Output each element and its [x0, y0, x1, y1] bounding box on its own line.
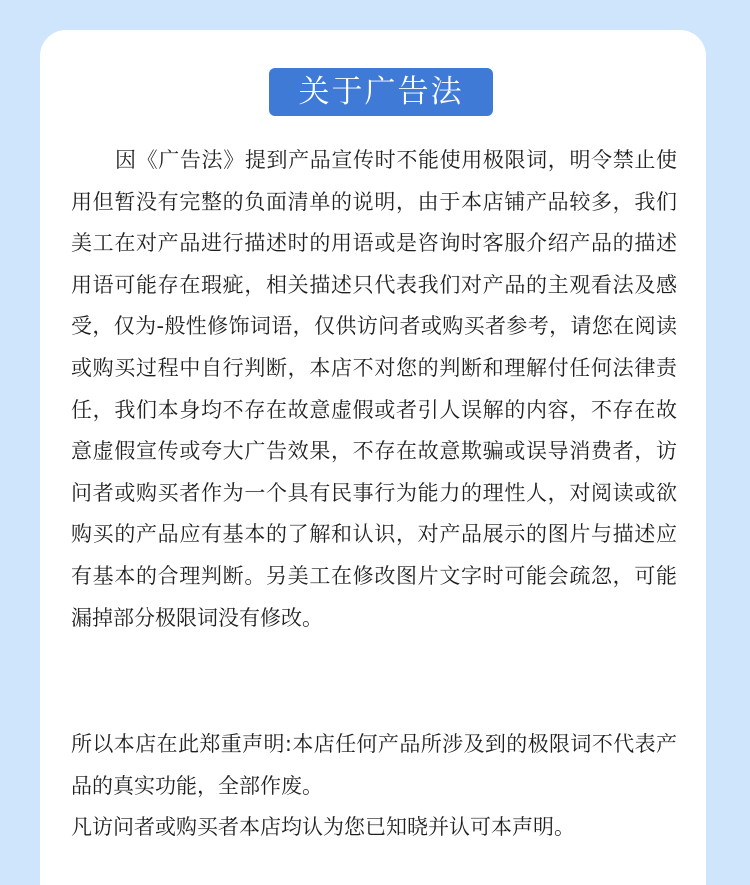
notice-card	[40, 30, 706, 885]
declaration-paragraph: 所以本店在此郑重声明:本店任何产品所涉及到的极限词不代表产品的真实功能，全部作废。	[71, 732, 677, 798]
page-title: 关于广告法	[269, 68, 493, 116]
disclaimer-paragraph: 因《广告法》提到产品宣传时不能使用极限词，明令禁止使用但暂没有完整的负面清单的说明，由于本店铺产品较多，我们美工在对产品进行描述时的用语或是咨询时客服介绍产品的描述用语可能存在瑕疵，相关描述只代表我们对产品的主观看法及感受，仅为-般性修饰词语，仅供访问者或购买者参考，请您在阅读或购买过程中自行判断，本店不对您的判断和理解付任何法律责任，我们本身均不存在故意虚假或者引人误解的内容，不存在故意虚假宣传或夸大广告效果，不存在故意欺骗或误导消费者，访问者或购买者作为一个具有民事行为能力的理性人，对阅读或欲购买的产品应有基本的了解和认识，对产品展示的图片与描述应有基本的合理判断。另美工在修改图片文字时可能会疏忽，可能漏掉部分极限词没有修改。	[71, 148, 677, 630]
acknowledgement-paragraph: 凡访问者或购买者本店均认为您已知晓并认可本声明。	[71, 815, 575, 839]
